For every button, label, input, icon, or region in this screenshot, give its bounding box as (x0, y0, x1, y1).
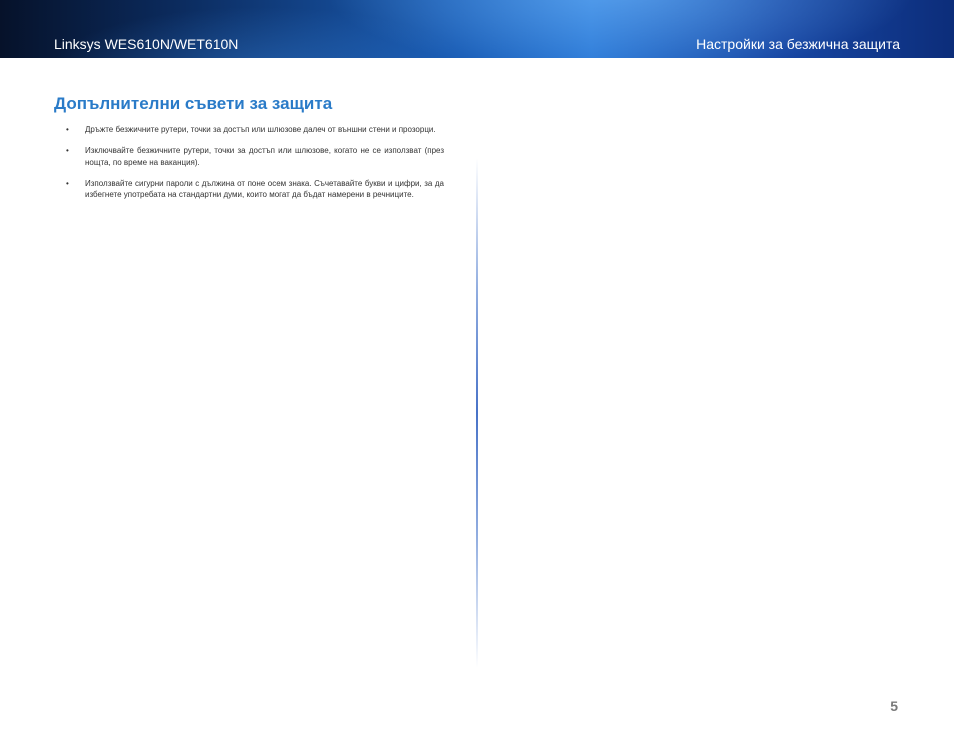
bullet-icon: • (66, 178, 69, 188)
section-name: Настройки за безжична защита (696, 36, 900, 52)
column-divider (476, 158, 478, 668)
list-item (66, 178, 444, 201)
list-item (66, 145, 444, 168)
list-item (66, 124, 444, 136)
bullet-icon: • (66, 146, 69, 155)
list-item-text: Използвайте сигурни пароли с дължина от поне осем знака. Съчетавайте букви и цифри, за да избегнете употребата на стандартни думи, които могат да бъдат намерени в речниците. (85, 178, 444, 199)
product-name: Linksys WES610N/WET610N (54, 36, 239, 52)
list-item-text: Изключвайте безжичните рутери, точки за достъп или шлюзове, когато не се използват (през нощта, по време на ваканция). (85, 146, 444, 167)
tips-list (66, 124, 444, 210)
section-title: Допълнителни съвети за защита (54, 94, 333, 113)
bullet-icon: • (66, 125, 69, 134)
list-item-text: Дръжте безжичните рутери, точки за достъп или шлюзове далеч от външни стени и прозорци. (85, 125, 436, 134)
header-banner (0, 0, 954, 58)
page-number: 5 (890, 698, 898, 714)
